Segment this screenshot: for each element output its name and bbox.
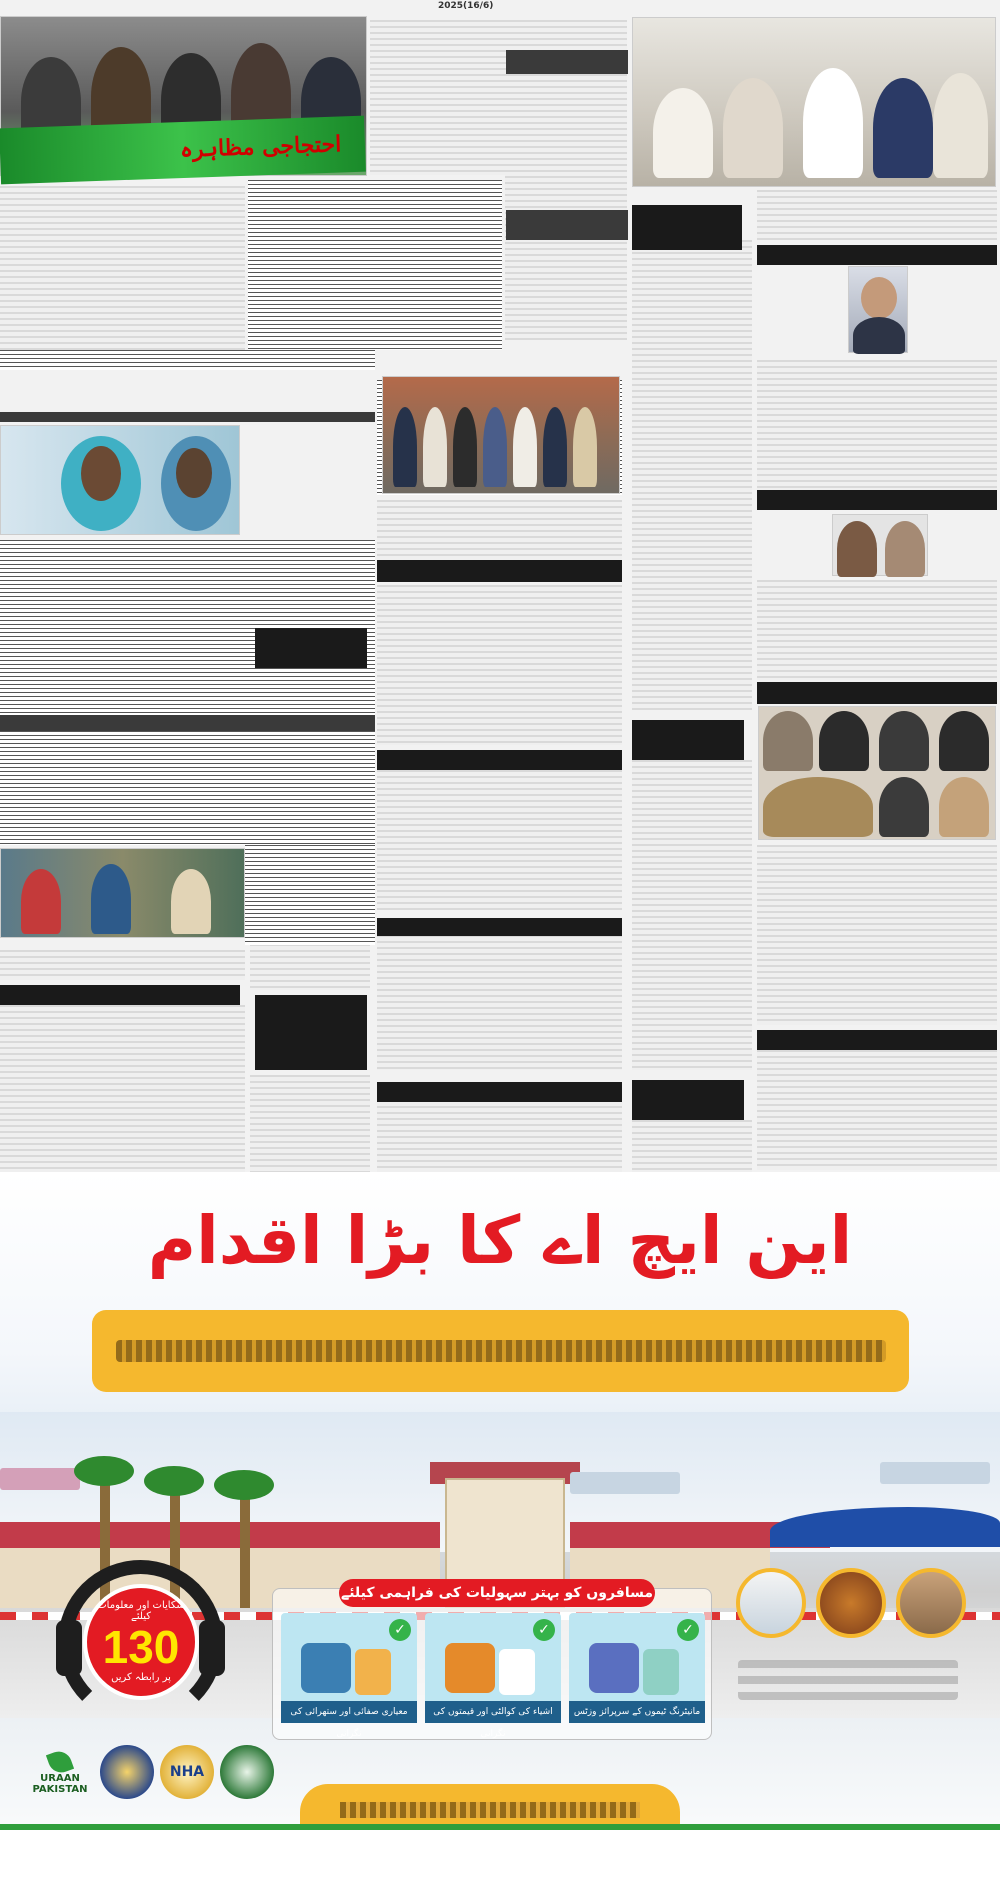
- text-column: [757, 845, 997, 1025]
- footer-bottom: [0, 1830, 1000, 1879]
- text-column: [370, 20, 505, 175]
- headline-bar: [0, 715, 375, 731]
- header-strip: [0, 0, 1000, 14]
- services-heading: مسافروں کو بہتر سہولیات کی فراہمی کیلئے: [339, 1579, 655, 1607]
- services-box: [272, 1585, 712, 1740]
- text-column: [757, 580, 997, 680]
- issue-date: 2025(16/6): [438, 1, 494, 11]
- text-column: [0, 715, 375, 845]
- headline-bar: [0, 412, 375, 422]
- street-photo: [0, 848, 245, 938]
- text-column: [377, 585, 622, 745]
- motorway-police-logo: [100, 1745, 154, 1799]
- text-column: [0, 1005, 245, 1172]
- service-label: اشیاء کی کوالٹی اور قیمتوں کی نگرانی: [425, 1701, 561, 1723]
- text-column: [250, 1075, 370, 1172]
- text-column: [377, 935, 622, 1070]
- headline-bar: [377, 1082, 622, 1102]
- text-column: [245, 845, 375, 945]
- helpline-badge: [58, 1560, 223, 1725]
- service-card: [281, 1613, 417, 1739]
- text-column: [757, 1050, 997, 1170]
- text-column: [0, 950, 245, 980]
- check-icon: ✓: [533, 1619, 555, 1641]
- text-column: [377, 500, 622, 560]
- headline-bar: [255, 628, 367, 668]
- helpline-number: 130: [102, 1621, 180, 1673]
- government-emblem-logo: [220, 1745, 274, 1799]
- portrait-photo: [848, 266, 908, 353]
- headline-bar: [757, 245, 997, 265]
- nha-logo: NHA: [160, 1745, 214, 1799]
- headline-bar: [377, 560, 622, 582]
- text-column: [632, 240, 752, 710]
- service-label: معیاری صفائی اور ستھرائی کی نگرانی: [281, 1701, 417, 1723]
- text-column: [377, 1100, 622, 1172]
- text-column: [0, 350, 375, 370]
- inspection-icon: [589, 1643, 639, 1693]
- headline-bar: [632, 1080, 744, 1120]
- ad-side-text-blurred: [738, 1660, 958, 1700]
- facility-photos: [736, 1568, 976, 1638]
- quality-check-icon: [445, 1643, 495, 1693]
- group-photo: [382, 376, 620, 494]
- headline-bar: [377, 750, 622, 770]
- facility-photo: [736, 1568, 806, 1638]
- service-card: [569, 1613, 705, 1723]
- cleaning-icon: [301, 1643, 351, 1693]
- check-icon: ✓: [677, 1619, 699, 1641]
- students-collage-photo: [758, 706, 996, 840]
- text-column: [0, 186, 245, 351]
- headline-bar: [632, 205, 742, 250]
- facility-photo: [816, 1568, 886, 1638]
- headline-bar: [632, 720, 744, 760]
- two-portraits-photo: [832, 514, 928, 576]
- text-column: [757, 360, 997, 490]
- logo-row: [30, 1745, 290, 1835]
- text-column: [377, 770, 622, 910]
- headline-bar: [255, 995, 367, 1070]
- ad-title: این ایچ اے کا بڑا اقدام: [147, 1202, 853, 1279]
- text-column: [248, 180, 502, 350]
- headline-bar: [757, 682, 997, 704]
- facility-photo: [896, 1568, 966, 1638]
- service-card: [425, 1613, 561, 1739]
- helpline-top-text: شکایات اور معلومات کیلئے: [97, 1600, 185, 1622]
- text-column: [632, 760, 752, 1070]
- ad-subtitle-blurred: [116, 1340, 886, 1362]
- text-column: [757, 190, 997, 240]
- headline-bar: [0, 985, 240, 1005]
- two-men-photo: [0, 425, 240, 535]
- nha-footer-text-blurred: [340, 1802, 640, 1818]
- prayer-gathering-photo: [632, 17, 996, 187]
- uraan-pakistan-logo: URAAN PAKISTAN: [30, 1751, 90, 1795]
- headline-bar: [757, 1030, 997, 1050]
- ad-subtitle-banner: [92, 1310, 909, 1392]
- headline-bar: [506, 210, 628, 240]
- helpline-bottom-text: پر رابطہ کریں: [111, 1672, 171, 1683]
- text-column: [632, 1120, 752, 1172]
- headline-bar: [506, 50, 628, 74]
- protest-banner-text: احتجاجی مظاہرہ: [179, 131, 342, 163]
- service-label: مانیٹرنگ ٹیموں کے سرپرائز وزٹس: [569, 1701, 705, 1723]
- headline-bar: [757, 490, 997, 510]
- check-icon: ✓: [389, 1619, 411, 1641]
- headline-bar: [377, 918, 622, 936]
